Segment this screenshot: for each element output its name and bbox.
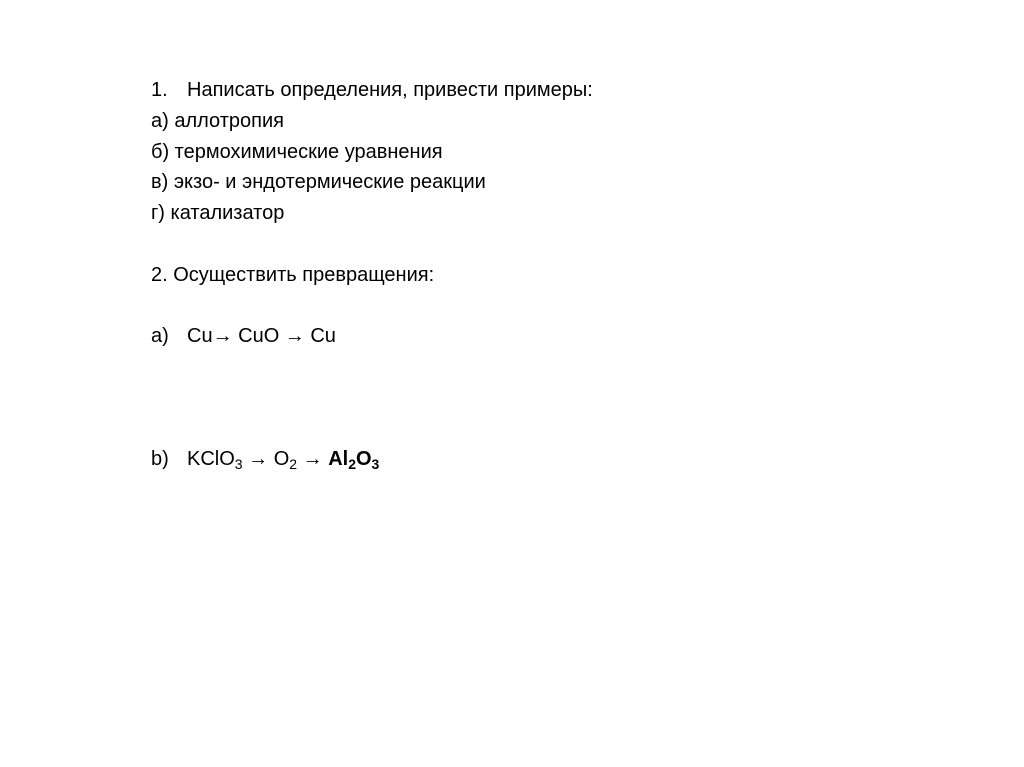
chain-b-label: b)	[151, 448, 169, 470]
al2o3-formula	[328, 448, 379, 470]
o-text: O	[355, 448, 372, 470]
o3-subscript: 3	[371, 456, 380, 472]
chain-a-label: а)	[151, 325, 169, 347]
kclo-text: KClO	[187, 448, 235, 470]
task1-number: 1.	[151, 79, 168, 101]
task1-item-b: б) термохимические уравнения	[151, 141, 443, 163]
task1-item-v: в) экзо- и эндотермические реакции	[151, 171, 486, 193]
arrow-to-al2o3: →	[297, 448, 329, 470]
chain-b	[151, 446, 379, 472]
arrow-to-o2: → O	[242, 448, 290, 470]
o2-subscript: 2	[289, 456, 298, 472]
kclo-formula	[187, 448, 243, 470]
kclo-subscript: 3	[234, 456, 243, 472]
task1-heading	[151, 77, 593, 103]
task1-item-g: г) катализатор	[151, 202, 285, 224]
chain-a	[151, 323, 336, 349]
task1-item-a: а) аллотропия	[151, 110, 284, 132]
task1-heading-text: Написать определения, привести примеры:	[187, 79, 593, 101]
chain-a-formula: Cu→ CuO → Cu	[187, 325, 336, 347]
al-subscript: 2	[348, 456, 356, 472]
task2-heading: 2. Осуществить превращения:	[151, 264, 435, 286]
al-text: Al	[328, 448, 349, 470]
